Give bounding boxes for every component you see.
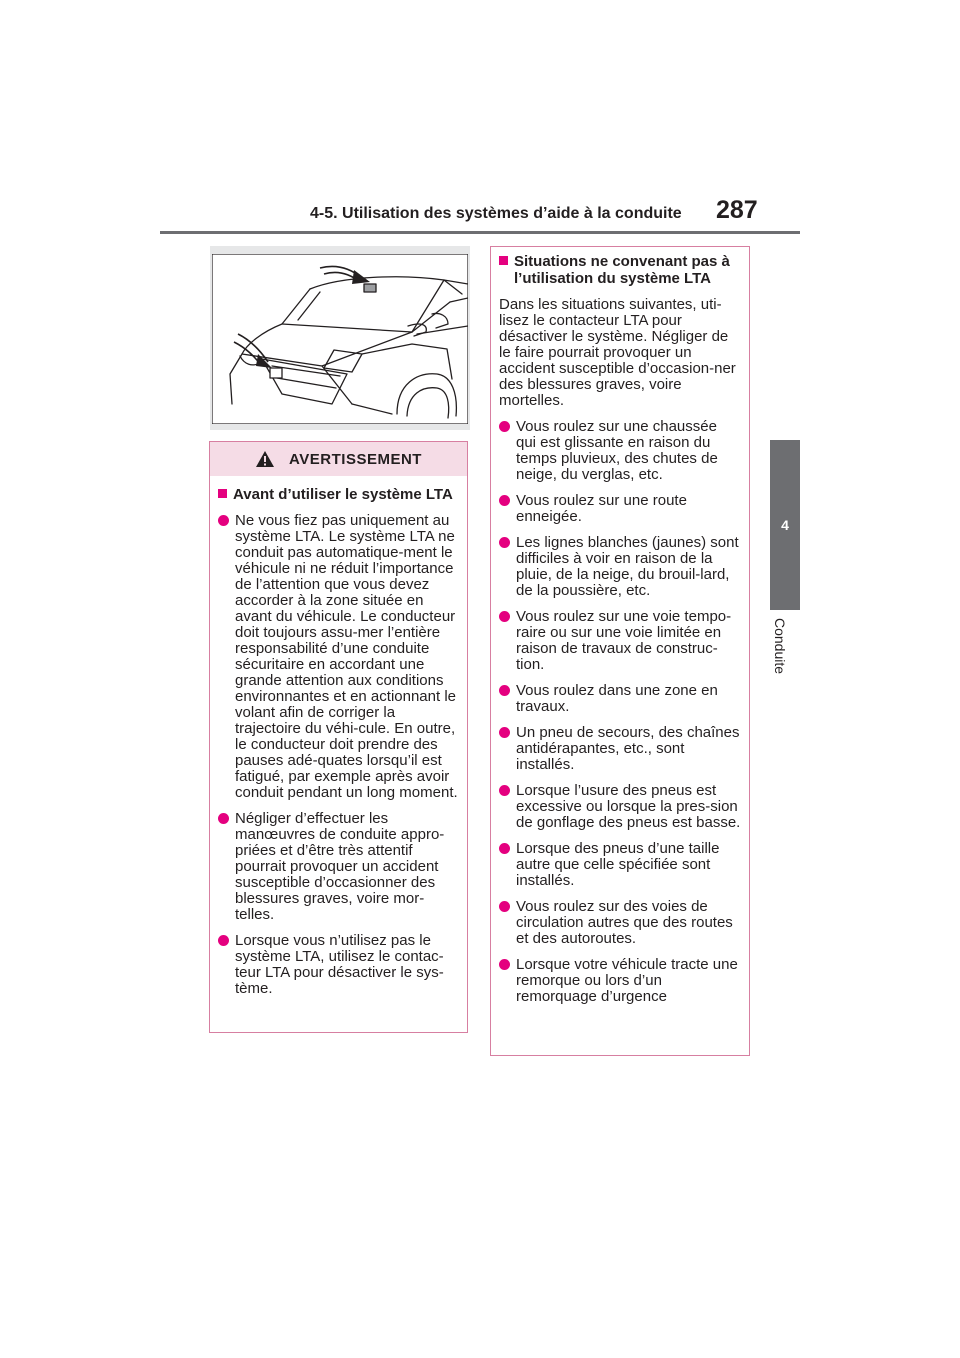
warning-label: AVERTISSEMENT xyxy=(289,450,422,468)
square-bullet-icon xyxy=(499,256,508,265)
list-item xyxy=(218,811,459,923)
list-item xyxy=(499,493,741,525)
list-item-text: Les lignes blanches (jaunes) sont difficiles à voir en raison de la pluie, de la neige, du brouil-lard, de la poussière, etc. xyxy=(516,534,739,599)
list-item-text: Vous roulez dans une zone en travaux. xyxy=(516,682,718,715)
list-item-text: Lorsque vous n’utilisez pas le système LTA, utilisez le contac-teur LTA pour désactiver le sys-tème. xyxy=(235,932,444,997)
situations-box xyxy=(490,246,750,1056)
warning-section-title xyxy=(218,486,459,503)
bullet-dot-icon xyxy=(499,421,510,432)
list-item-text: Vous roulez sur une route enneigée. xyxy=(516,492,687,525)
square-bullet-icon xyxy=(218,489,227,498)
warning-header xyxy=(210,442,467,476)
list-item xyxy=(499,609,741,673)
bullet-dot-icon xyxy=(499,537,510,548)
bullet-dot-icon xyxy=(218,813,229,824)
chapter-tab xyxy=(770,440,800,610)
warning-box xyxy=(209,441,468,1033)
header-divider xyxy=(160,231,800,234)
bullet-dot-icon xyxy=(218,515,229,526)
list-item xyxy=(499,899,741,947)
situations-section-title-text: Situations ne convenant pas à l’utilisation du système LTA xyxy=(514,253,730,287)
situations-section-title xyxy=(499,253,741,287)
list-item-text: Lorsque votre véhicule tracte une remorque ou lors d’un remorquage d’urgence xyxy=(516,956,738,1005)
warning-section-title-text: Avant d’utiliser le système LTA xyxy=(233,486,453,503)
chapter-title: 4-5. Utilisation des systèmes d’aide à la conduite xyxy=(310,205,682,222)
list-item-text: Ne vous fiez pas uniquement au système LTA. Le système LTA ne conduit pas automatique-ment le véhicule ni ne réduit l’importance de l’attention que vous devez accorder à la zone située en avant du véhicule. Le conducteur doit toujours assu-mer l’entière responsabilité d’une conduite sécuritaire en accordant une grande attention aux conditions environnantes et en actionnant le volant afin de corriger la trajectoire du véhi-cule. En outre, le conducteur doit prendre des pauses adé-quates lorsqu’il est fatigué, par exemple après avoir conduit pendant un long moment. xyxy=(235,512,458,801)
bullet-dot-icon xyxy=(499,959,510,970)
bullet-dot-icon xyxy=(218,935,229,946)
list-item-text: Un pneu de secours, des chaînes antidérapantes, etc., sont installés. xyxy=(516,724,740,773)
car-front-icon xyxy=(212,254,468,424)
list-item xyxy=(499,535,741,599)
warning-triangle-icon xyxy=(255,450,275,468)
bullet-dot-icon xyxy=(499,785,510,796)
page-number: 287 xyxy=(716,196,758,224)
bullet-dot-icon xyxy=(499,685,510,696)
list-item xyxy=(499,957,741,1005)
list-item xyxy=(218,513,459,801)
list-item-text: Vous roulez sur une voie tempo-raire ou sur une voie limitée en raison de travaux de construc-tion. xyxy=(516,608,732,673)
list-item-text: Vous roulez sur une chaussée qui est glissante en raison du temps pluvieux, des chutes de neige, du verglas, etc. xyxy=(516,418,718,483)
list-item xyxy=(499,725,741,773)
bullet-dot-icon xyxy=(499,727,510,738)
list-item-text: Vous roulez sur des voies de circulation autres que des routes et des autoroutes. xyxy=(516,898,733,947)
list-item xyxy=(499,841,741,889)
list-item-text: Lorsque des pneus d’une taille autre que celle spécifiée sont installés. xyxy=(516,840,720,889)
list-item-text: Négliger d’effectuer les manœuvres de conduite appro-priées et d’être très attentif pourrait provoquer un accident susceptible d’occasionner des blessures graves, voire mor-telles. xyxy=(235,810,445,923)
list-item xyxy=(218,933,459,997)
situations-intro: Dans les situations suivantes, uti-lisez le contacteur LTA pour désactiver le système. Négliger de le faire pourrait provoquer un accident susceptible d’occasion-ner des blessures graves, voire mortelles. xyxy=(499,296,736,409)
bullet-dot-icon xyxy=(499,843,510,854)
bullet-dot-icon xyxy=(499,495,510,506)
chapter-tab-label: Conduite xyxy=(772,618,788,675)
bullet-dot-icon xyxy=(499,901,510,912)
list-item xyxy=(499,683,741,715)
bullet-dot-icon xyxy=(499,611,510,622)
list-item-text: Lorsque l’usure des pneus est excessive ou lorsque la pres-sion de gonflage des pneus est basse. xyxy=(516,782,741,831)
chapter-tab-number: 4 xyxy=(781,517,789,533)
vehicle-illustration xyxy=(210,246,470,430)
list-item xyxy=(499,419,741,483)
list-item xyxy=(499,783,741,831)
